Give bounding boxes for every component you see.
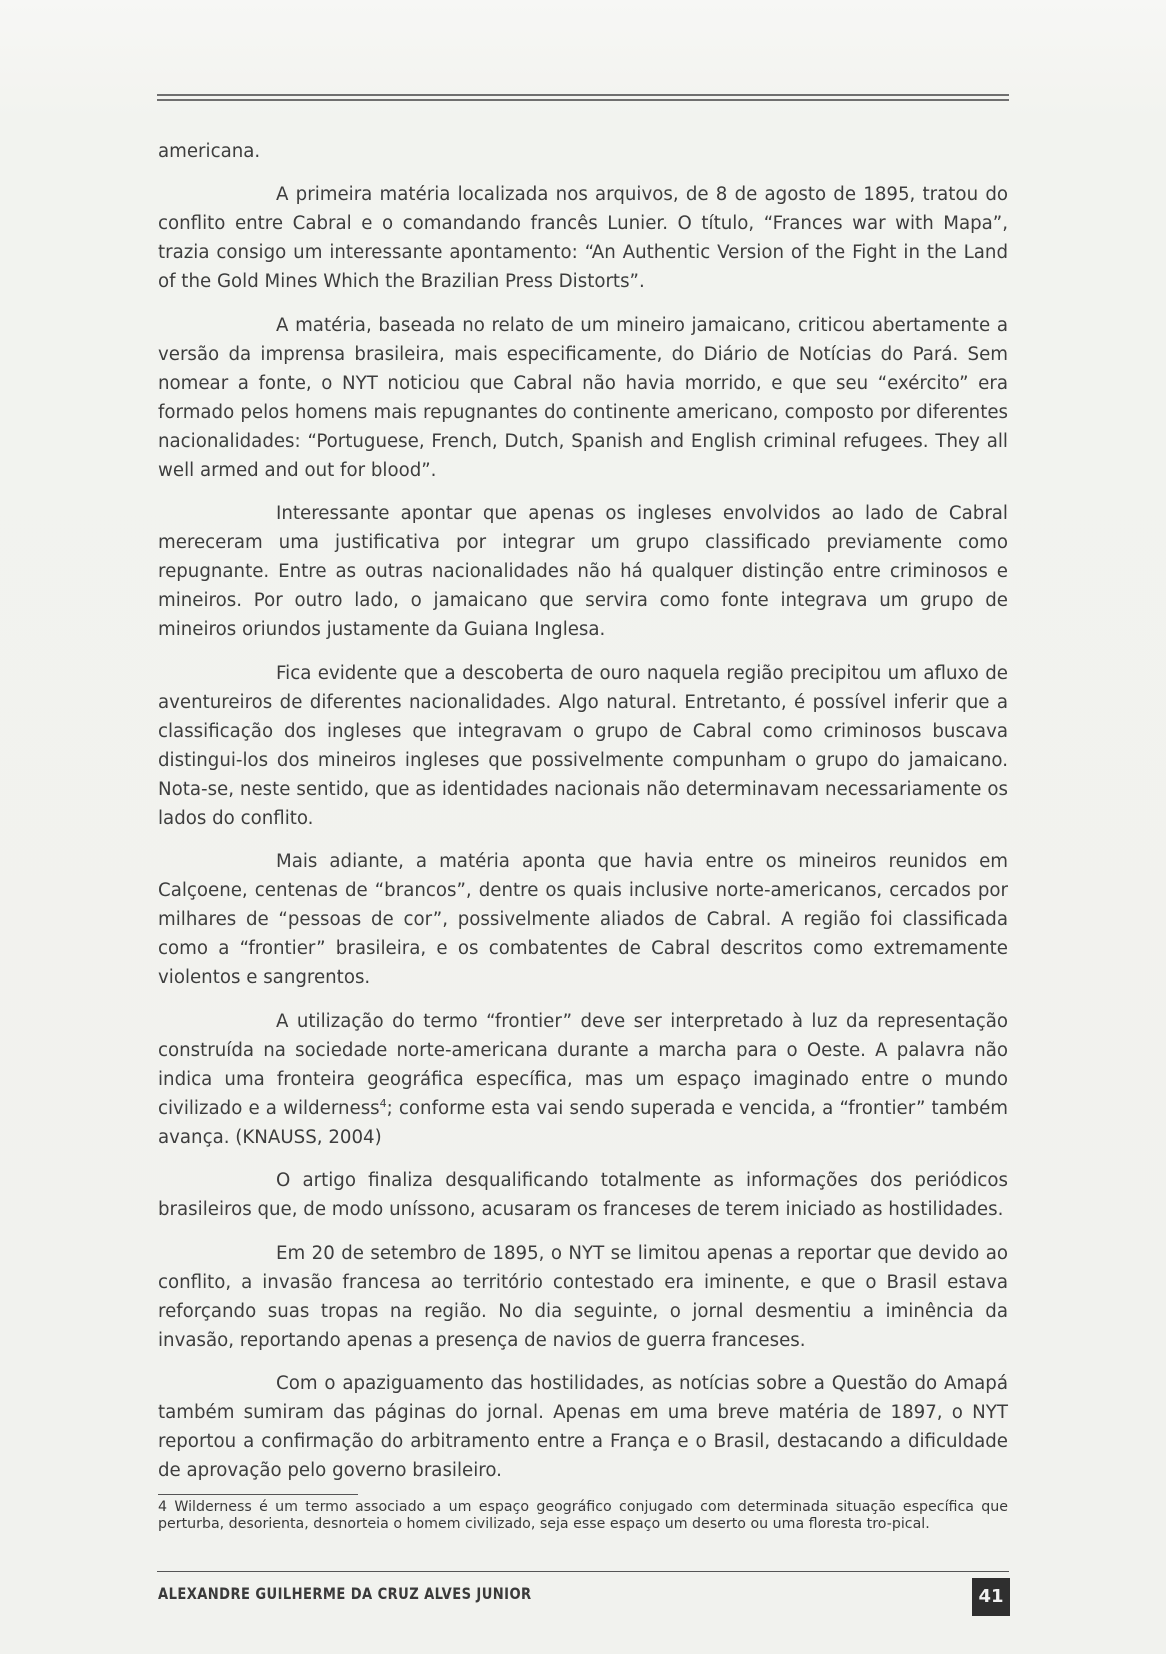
paragraph: O artigo finaliza desqualificando totalmente as informações dos periódicos brasileiros que, de modo uníssono, acusaram os franceses de terem iniciado as hostilidades. — [158, 1170, 1008, 1220]
header-double-rule — [157, 94, 1009, 101]
paragraph-with-footnote — [158, 1007, 1008, 1152]
paragraph-text-part: A utilização do termo “frontier” deve ser interpretado à luz da representação construída na sociedade norte-americana durante a marcha para o Oeste. A palavra não indica uma fronteira geográfica específica, mas um espaço imaginado entre o mundo civilizado e a wilderness — [158, 1010, 1008, 1119]
paragraph: Interessante apontar que apenas os ingleses envolvidos ao lado de Cabral mereceram uma justificativa por integrar um grupo classificado previamente como repugnante. Entre as outras nacionalidades não há qualquer distinção entre criminosos e mineiros. Por outro lado, o jamaicano que servira como fonte integrava um grupo de mineiros oriundos justamente da Guiana Inglesa. — [158, 503, 1008, 640]
footer-author: ALEXANDRE GUILHERME DA CRUZ ALVES JUNIOR — [158, 1584, 532, 1603]
paragraph: Com o apaziguamento das hostilidades, as notícias sobre a Questão do Amapá também sumiram das páginas do jornal. Apenas em uma breve matéria de 1897, o NYT reportou a confirmação do arbitramento entre a França e o Brasil, destacando a dificuldade de aprovação pelo governo brasileiro. — [158, 1373, 1008, 1481]
paragraph: A primeira matéria localizada nos arquivos, de 8 de agosto de 1895, tratou do conflito entre Cabral e o comandando francês Lunier. O título, “Frances war with Mapa”, trazia consigo um interessante apontamento: “An Authentic Version of the Fight in the Land of the Gold Mines Which the Brazilian Press Distorts”. — [158, 184, 1008, 292]
paragraph: Fica evidente que a descoberta de ouro naquela região precipitou um afluxo de aventureiros de diferentes nacionalidades. Algo natural. Entretanto, é possível inferir que a classificação dos ingleses que integravam o grupo de Cabral como criminosos buscava distingui-los dos mineiros ingleses que possivelmente compunham o grupo do jamaicano. Nota-se, neste sentido, que as identidades nacionais não determinavam necessariamente os lados do conflito. — [158, 662, 1008, 829]
body-text — [158, 137, 1008, 1500]
page-number-badge: 41 — [972, 1578, 1010, 1616]
paragraph-text-part: ; conforme esta vai sendo superada e vencida, a “frontier” também avança. (KNAUSS, 2004) — [158, 1097, 1008, 1148]
footnote-reference[interactable]: 4 — [379, 1096, 387, 1110]
footnote-separator — [158, 1494, 358, 1495]
footnote: 4 Wilderness é um termo associado a um espaço geográfico conjugado com determinada situação específica que perturba, desorienta, desnorteia o homem civilizado, seja esse espaço um deserto ou uma floresta tro-pical. — [158, 1499, 1008, 1532]
paragraph-continuation: americana. — [158, 141, 261, 162]
paragraph: Mais adiante, a matéria aponta que havia entre os mineiros reunidos em Calçoene, centenas de “brancos”, dentre os quais inclusive norte-americanos, cercados por milhares de “pessoas de cor”, possivelmente aliados de Cabral. A região foi classificada como a “frontier” brasileira, e os combatentes de Cabral descritos como extremamente violentos e sangrentos. — [158, 851, 1008, 988]
footer-rule — [157, 1571, 1009, 1572]
paragraph: Em 20 de setembro de 1895, o NYT se limitou apenas a reportar que devido ao conflito, a invasão francesa ao território contestado era iminente, e que o Brasil estava reforçando suas tropas na região. No dia seguinte, o jornal desmentiu a iminência da invasão, reportando apenas a presença de navios de guerra franceses. — [158, 1242, 1008, 1351]
paragraph: A matéria, baseada no relato de um mineiro jamaicano, criticou abertamente a versão da imprensa brasileira, mais especificamente, do Diário de Notícias do Pará. Sem nomear a fonte, o NYT noticiou que Cabral não havia morrido, e que seu “exército” era formado pelos homens mais repugnantes do continente americano, composto por diferentes nacionalidades: “Portuguese, French, Dutch, Spanish and English criminal refugees. They all well armed and out for blood”. — [158, 314, 1008, 481]
